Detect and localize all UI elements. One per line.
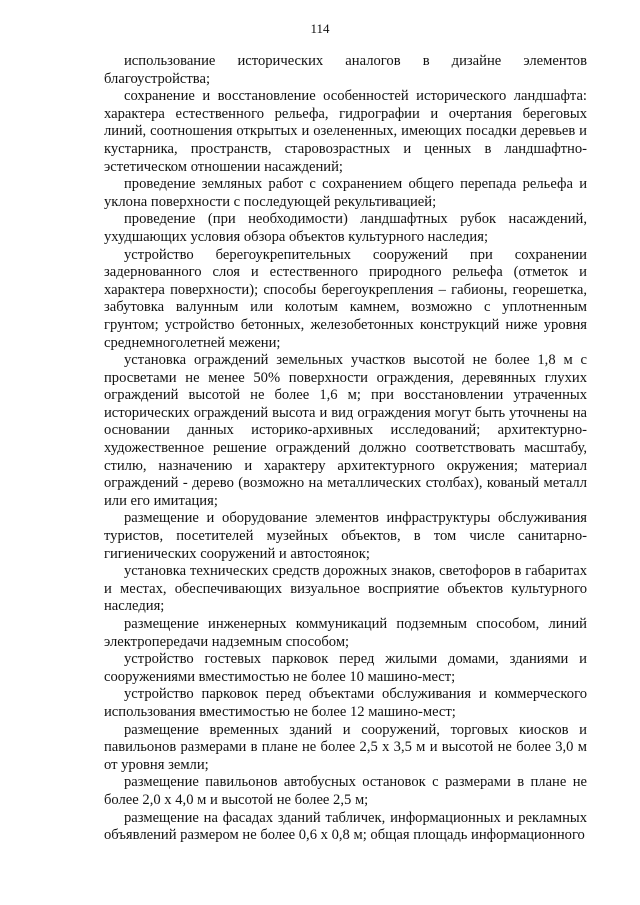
paragraph-earthworks: проведение земляных работ с сохранением общего перепада рельефа и уклона поверхности с последующей рекультивацией; (104, 176, 587, 210)
paragraph-commercial-parking: устройство парковок перед объектами обслуживания и коммерческого использования вместимостью не более 12 машино-мест; (104, 686, 587, 720)
document-body (104, 53, 587, 845)
paragraph-historical-analogs: использование исторических аналогов в дизайне элементов благоустройства; (104, 53, 587, 87)
paragraph-bus-stops: размещение павильонов автобусных остановок с размерами в плане не более 2,0 х 4,0 м и высотой не более 2,5 м; (104, 774, 587, 808)
paragraph-historical-landscape: сохранение и восстановление особенностей исторического ландшафта: характера естественного рельефа, гидрографии и очертания береговых линий, соотношения открытых и озелененных, имеющих посадки деревьев и кустарника, пространств, старовозрастных и ценных в ландшафтно-эстетическом отношении насаждений; (104, 88, 587, 175)
paragraph-temporary-buildings: размещение временных зданий и сооружений, торговых киосков и павильонов размерами в плане не более 2,5 х 3,5 м и высотой не более 3,0 м от уровня земли; (104, 721, 587, 773)
paragraph-guest-parking: устройство гостевых парковок перед жилыми домами, зданиями и сооружениями вместимостью не более 10 машино-мест; (104, 651, 587, 685)
paragraph-fencing: установка ограждений земельных участков высотой не более 1,8 м с просветами не менее 50% поверхности ограждения, деревянных глухих ограждений высотой не более 1,6 м; при восстановлении утраченных исторических ограждений высота и вид ограждения могут быть уточнены на основании данных историко-архивных исследований; архитектурно-художественное решение ограждений должно соответствовать масштабу, стилю, назначению и характеру архитектурного окружения; материал ограждений - дерево (возможно на металлических столбах), кованый металл или его имитация; (104, 352, 587, 509)
page-number: 114 (310, 21, 330, 36)
paragraph-landscape-felling: проведение (при необходимости) ландшафтных рубок насаждений, ухудшающих условия обзора объектов культурного наследия; (104, 211, 587, 245)
paragraph-utilities: размещение инженерных коммуникаций подземным способом, линий электропередачи надземным способом; (104, 616, 587, 650)
paragraph-traffic-signs: установка технических средств дорожных знаков, светофоров в габаритах и местах, обеспечивающих визуальное восприятие объектов культурного наследия; (104, 563, 587, 615)
paragraph-bank-protection: устройство берегоукрепительных сооружений при сохранении задернованного слоя и естественного природного рельефа (отметок и характера поверхности); способы берегоукрепления – габионы, георешетка, забутовка валунным или колотым камнем, возможно с уплотненным грунтом; устройство бетонных, железобетонных конструкций ниже уровня среднемноголетней межени; (104, 246, 587, 351)
paragraph-tourist-infrastructure: размещение и оборудование элементов инфраструктуры обслуживания туристов, посетителей музейных объектов, в том числе санитарно-гигиенических сооружений и автостоянок; (104, 510, 587, 562)
paragraph-facade-signage: размещение на фасадах зданий табличек, информационных и рекламных объявлений размером не более 0,6 х 0,8 м; общая площадь информационного (104, 809, 587, 844)
